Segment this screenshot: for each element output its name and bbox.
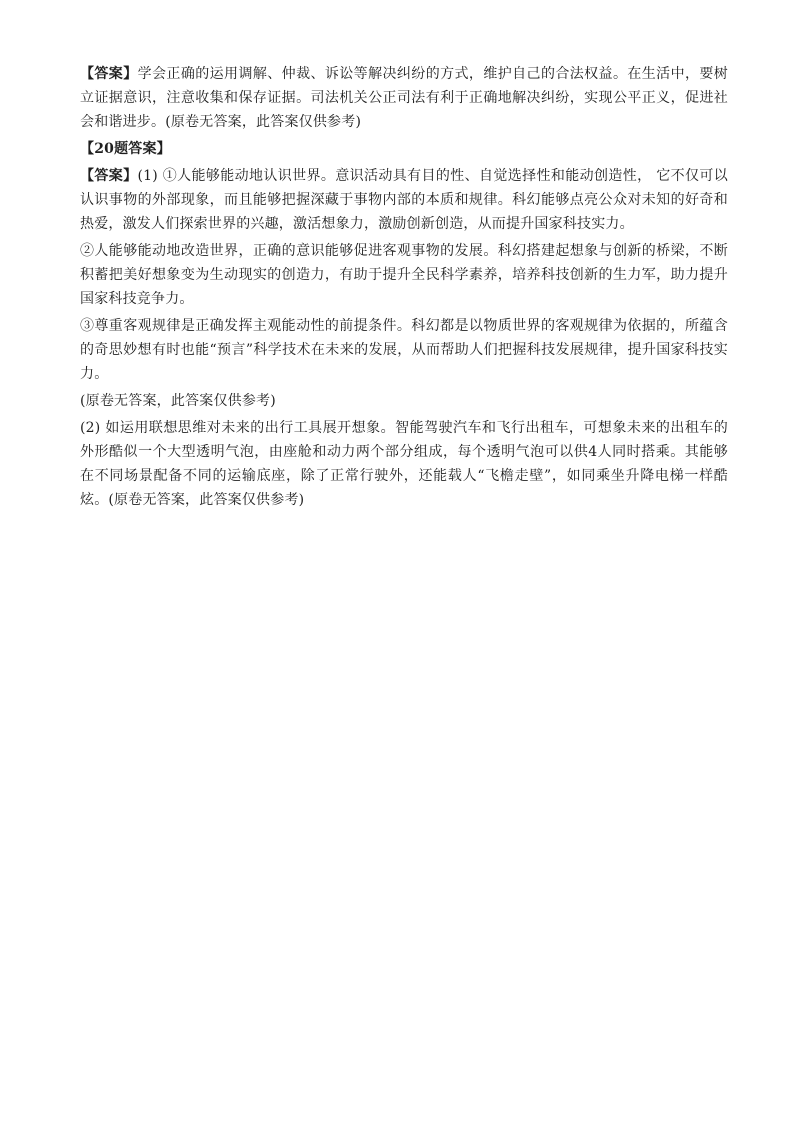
answer-tag: 【答案】 <box>80 168 138 184</box>
document-page <box>80 62 728 515</box>
answer-20-point-3: ③尊重客观规律是正确发挥主观能动性的前提条件。科幻都是以物质世界的客观规律为依据的，所蕴含的奇思妙想有时也能“预言”科学技术在未来的发展，从而帮助人们把握科技发展规律，提升国家科技实力。 <box>80 318 728 382</box>
question-20-heading: 【20题答案】 <box>80 141 171 157</box>
answer-19-text: 学会正确的运用调解、仲裁、诉讼等解决纠纷的方式，维护自己的合法权益。在生活中，要树立证据意识，注意收集和保存证据。司法机关公正司法有利于正确地解决纠纷，实现公平正义，促进社会和谐进步。(原卷无答案，此答案仅供参考) <box>80 66 728 130</box>
answer-tag: 【答案】 <box>80 66 138 82</box>
answer-20-part1-intro <box>80 164 728 236</box>
answer-19-paragraph <box>80 62 728 134</box>
answer-20-point-2: ②人能够能动地改造世界，正确的意识能够促进客观事物的发展。科幻搭建起想象与创新的桥梁，不断积蓄把美好想象变为生动现实的创造力，有助于提升全民科学素养，培养科技创新的生力军，助力提升国家科技竞争力。 <box>80 243 728 307</box>
answer-20-part2: (2) 如运用联想思维对未来的出行工具展开想象。智能驾驶汽车和飞行出租车，可想象未来的出租车的外形酷似一个大型透明气泡，由座舱和动力两个部分组成，每个透明气泡可以供4人同时搭乘。其能够在不同场景配备不同的运输底座，除了正常行驶外，还能载人“飞檐走壁”，如同乘坐升降电梯一样酷炫。(原卷无答案，此答案仅供参考) <box>80 420 728 508</box>
answer-20-part1-text: (1) ①人能够能动地认识世界。意识活动具有目的性、自觉选择性和能动创造性， 它不仅可以认识事物的外部现象，而且能够把握深藏于事物内部的本质和规律。科幻能够点亮公众对未知的好奇和热爱，激发人们探索世界的兴趣，激活想象力，激励创新创造，从而提升国家科技实力。 <box>80 168 728 232</box>
answer-20-part1-note: (原卷无答案，此答案仅供参考) <box>80 393 276 409</box>
